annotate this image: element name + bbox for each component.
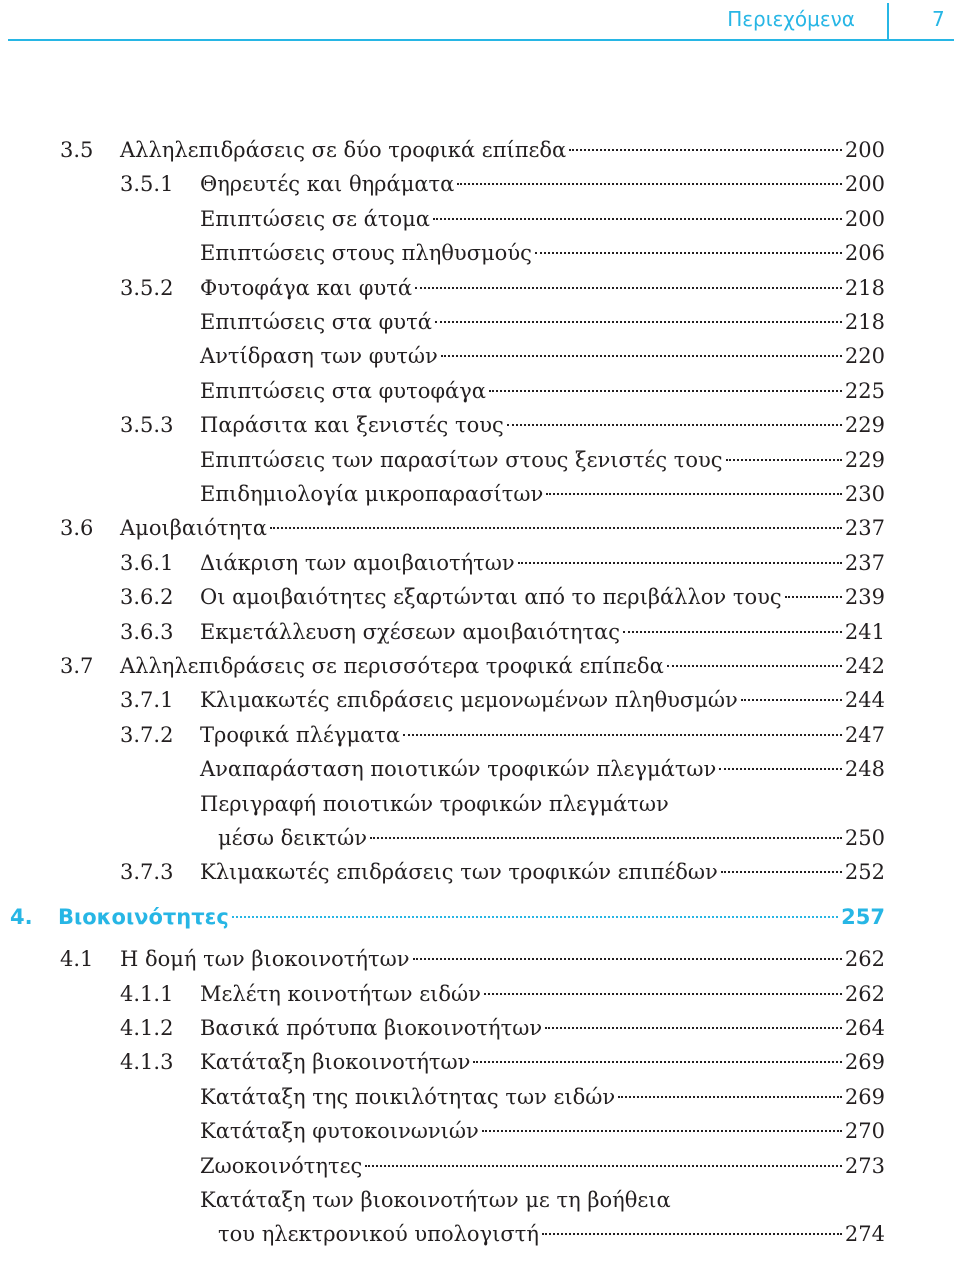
toc-entry-page: 262 — [844, 947, 885, 972]
toc-entry-page: 229 — [844, 413, 885, 438]
dot-leader — [473, 1061, 841, 1063]
toc-entry[interactable] — [0, 408, 960, 442]
toc-entry-title: Επιδημιολογία μικροπαρασίτων — [200, 482, 544, 506]
toc-entry-number: 3.6.1 — [120, 550, 174, 575]
toc-entry-title: Βασικά πρότυπα βιοκοινοτήτων — [200, 1016, 543, 1040]
toc-entry-title: Αντίδραση των φυτών — [200, 344, 438, 369]
toc-entry[interactable] — [0, 718, 960, 752]
header-page-number: 7 — [932, 7, 945, 31]
toc-entry-page: 200 — [844, 172, 885, 197]
toc-entry-title: Διάκριση των αμοιβαιοτήτων — [200, 550, 515, 575]
toc-entry[interactable] — [0, 942, 960, 976]
toc-entry[interactable] — [0, 821, 960, 855]
dot-leader — [435, 321, 842, 323]
dot-leader — [482, 1130, 842, 1132]
toc-entry[interactable] — [0, 374, 960, 408]
toc-entry-page: 248 — [844, 757, 885, 782]
dot-leader — [457, 183, 842, 185]
toc-entry-title: Φυτοφάγα και φυτά — [200, 275, 413, 300]
toc-entry-title: μέσω δεικτών — [218, 826, 368, 850]
toc-entry[interactable] — [0, 236, 960, 270]
toc-entry-title: Περιγραφή ποιοτικών τροφικών πλεγμάτων — [200, 791, 669, 816]
dot-leader — [741, 699, 842, 701]
toc-entry-page: 250 — [844, 826, 885, 850]
toc-entry[interactable] — [0, 1011, 960, 1045]
toc-entry-title: Παράσιτα και ξενιστές τους — [200, 413, 504, 438]
dot-leader — [719, 768, 842, 770]
toc-entry-number: 4.1 — [60, 947, 94, 972]
toc-entry-title: Επιπτώσεις στους πληθυσμούς — [200, 241, 532, 266]
toc-entry[interactable] — [0, 1183, 960, 1217]
toc-entry[interactable] — [0, 167, 960, 201]
dot-leader — [618, 1096, 842, 1098]
toc-entry-title: Κατάταξη της ποικιλότητας των ειδών — [200, 1084, 616, 1109]
toc-entry[interactable] — [0, 546, 960, 580]
dot-leader — [403, 734, 842, 736]
toc-entry-page: 230 — [844, 482, 885, 506]
dot-leader — [545, 1027, 842, 1029]
dot-leader — [270, 527, 842, 529]
toc-entry-number: 4.1.1 — [120, 981, 174, 1006]
toc-entry[interactable] — [0, 1045, 960, 1079]
toc-entry-title: Κατάταξη βιοκοινοτήτων — [200, 1050, 471, 1075]
toc-entry-number: 3.5.3 — [120, 413, 174, 438]
toc-entry-number: 3.5.2 — [120, 275, 174, 300]
dot-leader — [232, 916, 838, 918]
toc-entry[interactable] — [0, 339, 960, 373]
dot-leader — [535, 252, 842, 254]
toc-entry-title: Επιπτώσεις σε άτομα — [200, 206, 430, 231]
toc-entry[interactable] — [0, 752, 960, 786]
toc-entry-number: 4. — [10, 904, 33, 929]
toc-entry[interactable] — [0, 1080, 960, 1114]
toc-entry-page: 237 — [844, 516, 885, 541]
toc-entry-title: Ζωοκοινότητες — [200, 1153, 363, 1178]
dot-leader — [370, 837, 842, 839]
toc-entry-number: 3.7.3 — [120, 860, 174, 885]
toc-entry-page: 218 — [844, 310, 885, 334]
toc-entry-title: Αλληλεπιδράσεις σε περισσότερα τροφικά επίπεδα — [120, 654, 664, 678]
toc-entry-page: 237 — [844, 550, 885, 575]
toc-entry-page: 270 — [844, 1119, 885, 1144]
toc-entry-page: 257 — [841, 904, 885, 929]
toc-entry-title: Εκμετάλλευση σχέσεων αμοιβαιότητας — [200, 619, 621, 644]
dot-leader — [667, 665, 842, 667]
toc-entry-title: Οι αμοιβαιότητες εξαρτώνται από το περιβάλλον τους — [200, 585, 782, 610]
toc-entry[interactable] — [0, 615, 960, 649]
toc-entry-title: Θηρευτές και θηράματα — [200, 172, 455, 197]
dot-leader — [785, 596, 842, 598]
toc-entry-title: Αναπαράσταση ποιοτικών τροφικών πλεγμάτων — [200, 757, 717, 782]
dot-leader — [433, 218, 842, 220]
toc-entry-page: 206 — [844, 241, 885, 266]
toc-entry-title: Επιπτώσεις των παρασίτων στους ξενιστές τους — [200, 447, 723, 472]
toc-entry[interactable] — [0, 855, 960, 889]
toc-entry[interactable] — [0, 787, 960, 821]
toc-entry-title: Κατάταξη των βιοκοινοτήτων με τη βοήθεια — [200, 1188, 671, 1212]
toc-entry[interactable] — [0, 133, 960, 167]
dot-leader — [415, 287, 842, 289]
toc-entry[interactable] — [0, 977, 960, 1011]
toc-entry-page: 247 — [844, 722, 885, 747]
toc-entry[interactable] — [0, 1149, 960, 1183]
toc-entry[interactable] — [0, 1217, 960, 1251]
toc-entry-page: 269 — [844, 1050, 885, 1075]
toc-entry[interactable] — [0, 649, 960, 683]
toc-entry-title: του ηλεκτρονικού υπολογιστή — [218, 1222, 539, 1247]
dot-leader — [507, 424, 842, 426]
toc-entry[interactable] — [0, 683, 960, 717]
toc-entry[interactable] — [0, 202, 960, 236]
toc-entry-title: Κλιμακωτές επιδράσεις μεμονωμένων πληθυσμών — [200, 688, 738, 713]
toc-entry-page: 241 — [844, 619, 885, 644]
toc-entry-page: 225 — [844, 378, 885, 403]
toc-entry-title: Βιοκοινότητες — [58, 904, 229, 929]
dot-leader — [546, 493, 842, 495]
toc-entry-page: 229 — [844, 447, 885, 472]
toc-entry-number: 3.6.3 — [120, 619, 174, 644]
toc-entry-page: 273 — [844, 1153, 885, 1178]
toc-entry[interactable] — [0, 511, 960, 545]
toc-entry-number: 3.5 — [60, 138, 94, 162]
toc-entry-page: 264 — [844, 1016, 885, 1040]
dot-leader — [413, 958, 842, 960]
toc-entry-page: 220 — [844, 344, 885, 369]
toc-entry-number: 3.6.2 — [120, 585, 174, 610]
dot-leader — [518, 562, 842, 564]
dot-leader — [365, 1165, 842, 1167]
dot-leader — [542, 1233, 842, 1235]
toc-entry-page: 200 — [844, 206, 885, 231]
toc-entry[interactable] — [0, 477, 960, 511]
dot-leader — [569, 149, 842, 151]
toc-entry-title: Επιπτώσεις στα φυτοφάγα — [200, 378, 486, 403]
toc-entry-number: 3.7.1 — [120, 688, 174, 713]
toc-entry[interactable] — [0, 580, 960, 614]
dot-leader — [721, 871, 842, 873]
toc-entry-number: 3.7.2 — [120, 722, 174, 747]
toc-entry-number: 4.1.3 — [120, 1050, 174, 1075]
toc-entry-page: 274 — [844, 1222, 885, 1247]
toc-entry-number: 3.7 — [60, 654, 94, 678]
toc-entry[interactable] — [0, 443, 960, 477]
toc-entry-title: Τροφικά πλέγματα — [200, 722, 401, 747]
toc-entry[interactable] — [0, 271, 960, 305]
toc-entry-title: Αλληλεπιδράσεις σε δύο τροφικά επίπεδα — [120, 138, 567, 162]
toc-entry[interactable] — [0, 1114, 960, 1148]
toc-entry-page: 252 — [844, 860, 885, 885]
toc-entry-title: Η δομή των βιοκοινοτήτων — [120, 947, 410, 972]
toc-entry-page: 244 — [844, 688, 885, 713]
dot-leader — [726, 459, 842, 461]
toc-entry-page: 218 — [844, 275, 885, 300]
toc-entry-page: 269 — [844, 1084, 885, 1109]
toc-entry-page: 200 — [844, 138, 885, 162]
toc-entry-number: 3.6 — [60, 516, 94, 541]
toc-entry-title: Επιπτώσεις στα φυτά — [200, 310, 432, 334]
dot-leader — [623, 631, 842, 633]
toc-entry-title: Κατάταξη φυτοκοινωνιών — [200, 1119, 479, 1144]
toc-entry-title: Αμοιβαιότητα — [120, 516, 267, 541]
toc-entry-number: 4.1.2 — [120, 1016, 174, 1040]
toc-entry-title: Κλιμακωτές επιδράσεις των τροφικών επιπέδων — [200, 860, 718, 885]
toc-chapter-entry[interactable] — [0, 900, 960, 934]
dot-leader — [489, 390, 842, 392]
toc-entry-title: Μελέτη κοινοτήτων ειδών — [200, 981, 481, 1006]
toc-entry[interactable] — [0, 305, 960, 339]
toc-entry-number: 3.5.1 — [120, 172, 174, 197]
dot-leader — [441, 355, 842, 357]
toc-entry-page: 242 — [844, 654, 885, 678]
header-title: Περιεχόμενα — [727, 7, 855, 31]
toc-entry-page: 262 — [844, 981, 885, 1006]
toc-entry-page: 239 — [844, 585, 885, 610]
dot-leader — [484, 993, 842, 995]
